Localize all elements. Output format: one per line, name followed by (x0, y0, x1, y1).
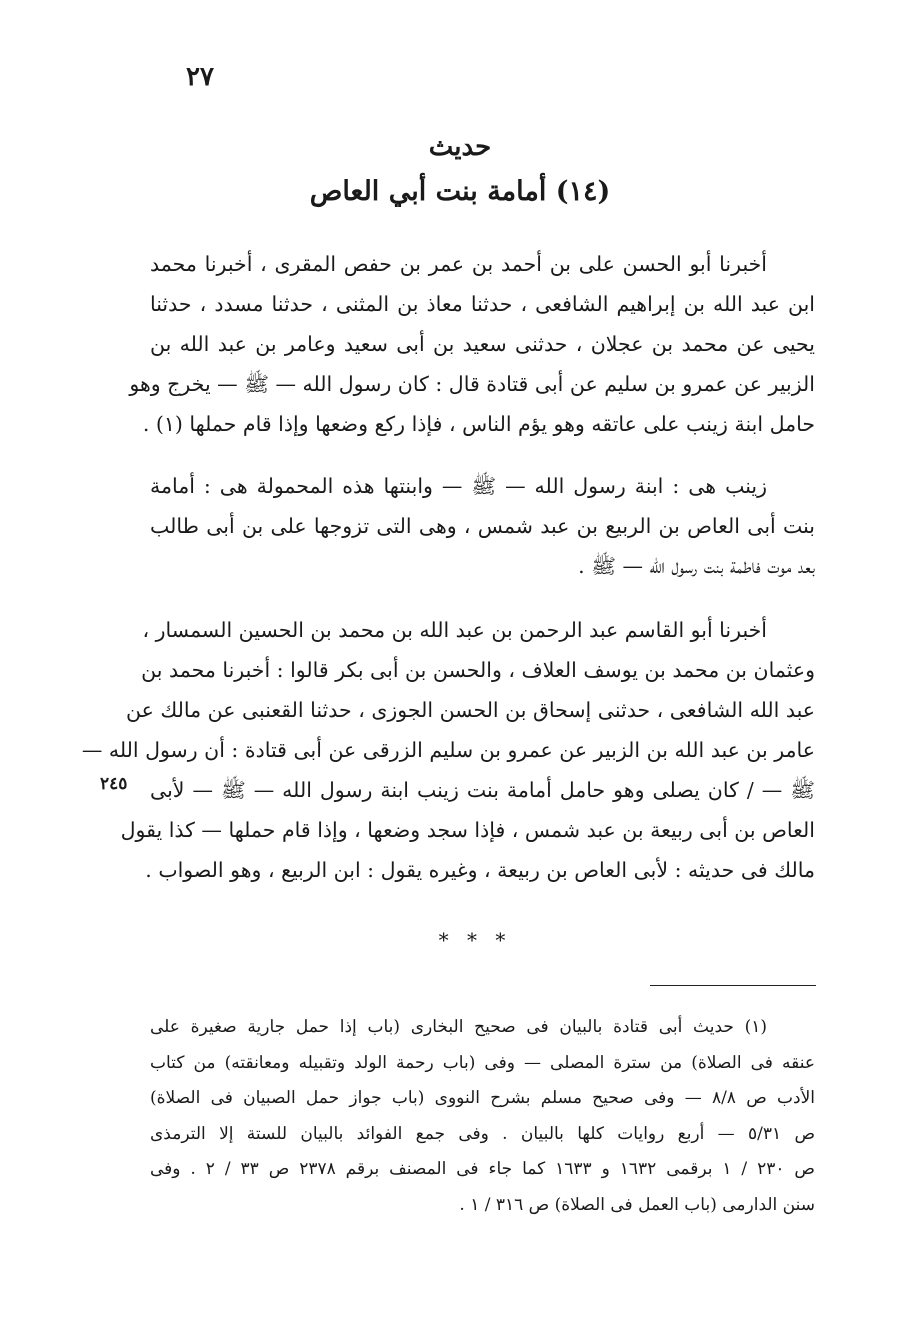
text-line: حامل ابنة زينب على عاتقه وهو يؤم الناس ، فإذا ركع وضعها وإذا قام حملها (١) . (142, 412, 815, 436)
paragraph-1 (129, 244, 815, 444)
text-line: يحيى عن محمد بن عجلان ، حدثنى سعيد بن أبى سعيد وعامر بن عبد الله بن (150, 332, 815, 356)
footnote-line: ص ٢٣٠ / ١ برقمى ١٦٣٢ و ١٦٣٣ كما جاء فى المصنف برقم ٢٣٧٨ ص ٣٣ / ٢ . وفى (150, 1159, 815, 1179)
text-line: الزبير عن عمرو بن سليم عن أبى قتادة قال : كان رسول الله — ﷺ — يخرج وهو (129, 372, 815, 396)
margin-page-reference: ٢٤٥ (100, 774, 128, 794)
text-line: أخبرنا أبو الحسن على بن أحمد بن عمر بن حفص المقرى ، أخبرنا محمد (150, 252, 767, 276)
text-line: ﷺ — / كان يصلى وهو حامل أمامة بنت زينب ابنة رسول الله — ﷺ — لأبى (150, 778, 815, 802)
text-line: مالك فى حديثه : لأبى العاص بن ربيعة ، وغيره يقول : ابن الربيع ، وهو الصواب . (145, 858, 815, 882)
footnote-line: (١) حديث أبى قتادة بالبيان فى صحيح البخارى (باب إذا حمل جارية صغيرة على (150, 1017, 767, 1037)
text-line: أخبرنا أبو القاسم عبد الرحمن بن عبد الله بن محمد بن الحسين السمسار ، (142, 618, 767, 642)
text-line: بنت أبى العاص بن الربيع بن عبد شمس ، وهى التى تزوجها على بن أبى طالب (150, 514, 815, 538)
text-line: عامر بن عبد الله بن الزبير عن عمرو بن سليم الزرقى عن أبى قتادة : أن رسول الله — (81, 738, 815, 762)
section-label: حديث (428, 132, 492, 162)
section-separator: * * * (438, 928, 512, 952)
paragraph-2 (150, 466, 815, 586)
text-line: عبد الله الشافعى ، حدثنى إسحاق بن الحسن الجوزى ، حدثنا القعنبى عن مالك عن (125, 698, 815, 722)
footnote-divider (650, 985, 816, 986)
footnote-line: سنن الدارمى (باب العمل فى الصلاة) ص ٣١٦ / ١ . (459, 1194, 815, 1215)
footnote-line: ص ٥/٣١ — أربع روايات كلها بالبيان . وفى جمع الفوائد بالبيان للستة إلا الترمذى (150, 1123, 815, 1144)
text-line: ابن عبد الله بن إبراهيم الشافعى ، حدثنا معاذ بن المثنى ، حدثنا مسدد ، حدثنا (150, 292, 815, 316)
footnote-line: الأدب ص ٨/٨ — وفى صحيح مسلم بشرح النووى (باب جواز حمل الصبيان فى الصلاة) (150, 1088, 815, 1108)
footnote-block (150, 1010, 815, 1223)
text-line: وعثمان بن محمد بن يوسف العلاف ، والحسن بن أبى بكر قالوا : أخبرنا محمد بن (141, 658, 815, 682)
text-line: زينب هى : ابنة رسول الله — ﷺ — وابنتها هذه المحمولة هى : أمامة (150, 474, 767, 498)
text-line: بعد موت فاطمة بنت رسول الله — ﷺ . (578, 554, 815, 578)
hadith-title: (١٤) أمامة بنت أبي العاص (309, 176, 611, 207)
page-number: ٢٧ (186, 62, 214, 92)
footnote-line: عنقه فى الصلاة) من سترة المصلى — وفى (باب رحمة الولد وتقبيله ومعانقته) من كتاب (150, 1052, 815, 1073)
text-line: العاص بن أبى ربيعة بن عبد شمس ، فإذا سجد وضعها ، وإذا قام حملها — كذا يقول (120, 818, 815, 842)
